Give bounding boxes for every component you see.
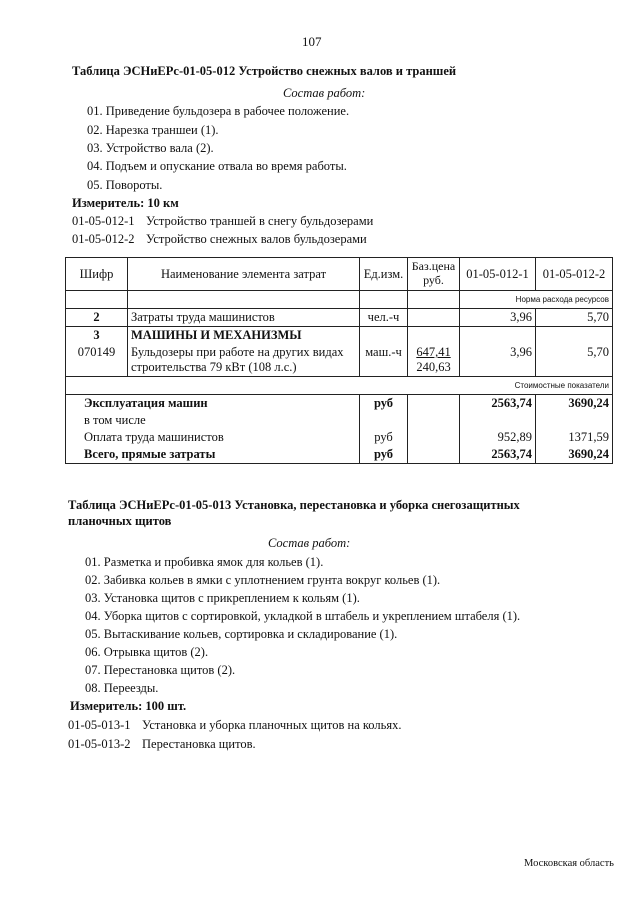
list-item: 02. Нарезка траншеи (1). xyxy=(87,123,219,137)
table2-title-line1: Таблица ЭСНиЕРс-01-05-013 Установка, перестановка и уборка снегозащитных xyxy=(68,498,520,512)
table2-item-name: Перестановка щитов. xyxy=(142,737,256,751)
row-value-2: 5,70 xyxy=(536,309,613,327)
cost-label-row xyxy=(66,377,613,395)
header-col1: 01-05-012-1 xyxy=(460,258,536,291)
table1-item-code: 01-05-012-2 xyxy=(72,232,135,246)
list-item: 03. Установка щитов с прикреплением к кольям (1). xyxy=(85,591,360,605)
list-item: 05. Вытаскивание кольев, сортировка и складирование (1). xyxy=(85,627,398,641)
list-item: 01. Приведение бульдозера в рабочее положение. xyxy=(87,104,350,118)
list-item: 04. Уборка щитов с сортировкой, укладкой в штабель и укреплением штабеля (1). xyxy=(85,609,521,623)
header-unit: Ед.изм. xyxy=(360,258,408,291)
row-unit: чел.-ч xyxy=(360,309,408,327)
row-value-1: 3,96 xyxy=(460,344,536,377)
cost-table xyxy=(65,257,613,464)
table2-item-name: Установка и уборка планочных щитов на кольях. xyxy=(142,718,402,732)
summary-name: Оплата труда машинистов xyxy=(66,429,360,446)
table1-item-code: 01-05-012-1 xyxy=(72,214,135,228)
row-name-line1: Бульдозеры при работе на других видах xyxy=(131,345,344,359)
list-item: 03. Устройство вала (2). xyxy=(87,141,214,155)
list-item: 07. Перестановка щитов (2). xyxy=(85,663,236,677)
row-price-top: 647,41 xyxy=(416,345,451,359)
cost-label: Стоимостные показатели xyxy=(460,377,613,395)
list-item: 05. Повороты. xyxy=(87,178,163,192)
table-row xyxy=(66,327,613,345)
summary-value-2: 3690,24 xyxy=(536,446,613,464)
table1-item-name: Устройство траншей в снегу бульдозерами xyxy=(146,214,374,228)
row-code: 070149 xyxy=(66,344,128,377)
summary-row xyxy=(66,429,613,446)
table2-item-code: 01-05-013-1 xyxy=(68,718,131,732)
header-code: Шифр xyxy=(66,258,128,291)
norm-label: Норма расхода ресурсов xyxy=(460,291,613,309)
summary-unit: руб xyxy=(360,395,408,413)
summary-name: в том числе xyxy=(66,412,360,429)
list-item: 08. Переезды. xyxy=(85,681,159,695)
summary-row xyxy=(66,412,613,429)
summary-value-2: 1371,59 xyxy=(536,429,613,446)
row-name-line2: строительства 79 кВт (108 л.с.) xyxy=(131,360,297,374)
row-unit: маш.-ч xyxy=(360,344,408,377)
summary-unit: руб xyxy=(360,446,408,464)
table1-title: Таблица ЭСНиЕРс-01-05-012 Устройство снежных валов и траншей xyxy=(72,64,457,78)
summary-row xyxy=(66,446,613,464)
summary-name: Всего, прямые затраты xyxy=(66,446,360,464)
table2-composition-heading: Состав работ: xyxy=(268,536,351,550)
table-row xyxy=(66,344,613,377)
header-col2: 01-05-012-2 xyxy=(536,258,613,291)
summary-value-1: 2563,74 xyxy=(460,395,536,413)
summary-value-1: 2563,74 xyxy=(460,446,536,464)
header-base-price: Баз.цена руб. xyxy=(408,258,460,291)
page-number: 107 xyxy=(302,34,322,49)
row-price-bottom: 240,63 xyxy=(416,360,451,374)
table1-composition-heading: Состав работ: xyxy=(283,86,366,100)
footer-region: Московская область xyxy=(524,858,614,869)
table2-item-code: 01-05-013-2 xyxy=(68,737,131,751)
table-header-row xyxy=(66,258,613,291)
table1-meter: Измеритель: 10 км xyxy=(72,196,179,210)
table-row xyxy=(66,309,613,327)
row-name: Затраты труда машинистов xyxy=(128,309,360,327)
list-item: 01. Разметка и пробивка ямок для кольев (1). xyxy=(85,555,324,569)
list-item: 04. Подъем и опускание отвала во время работы. xyxy=(87,159,347,173)
row-value-2: 5,70 xyxy=(536,344,613,377)
summary-value-1: 952,89 xyxy=(460,429,536,446)
table1-item-name: Устройство снежных валов бульдозерами xyxy=(146,232,367,246)
summary-value-2: 3690,24 xyxy=(536,395,613,413)
summary-row xyxy=(66,395,613,413)
table2-meter: Измеритель: 100 шт. xyxy=(70,699,187,713)
list-item: 02. Забивка кольев в ямки с уплотнением грунта вокруг кольев (1). xyxy=(85,573,441,587)
row-name: МАШИНЫ И МЕХАНИЗМЫ xyxy=(128,327,360,345)
summary-unit: руб xyxy=(360,429,408,446)
row-value-1: 3,96 xyxy=(460,309,536,327)
list-item: 06. Отрывка щитов (2). xyxy=(85,645,209,659)
summary-name: Эксплуатация машин xyxy=(66,395,360,413)
row-num: 2 xyxy=(66,309,128,327)
norm-label-row xyxy=(66,291,613,309)
table2-title-line2: планочных щитов xyxy=(68,514,172,528)
row-num: 3 xyxy=(66,327,128,345)
header-name: Наименование элемента затрат xyxy=(128,258,360,291)
